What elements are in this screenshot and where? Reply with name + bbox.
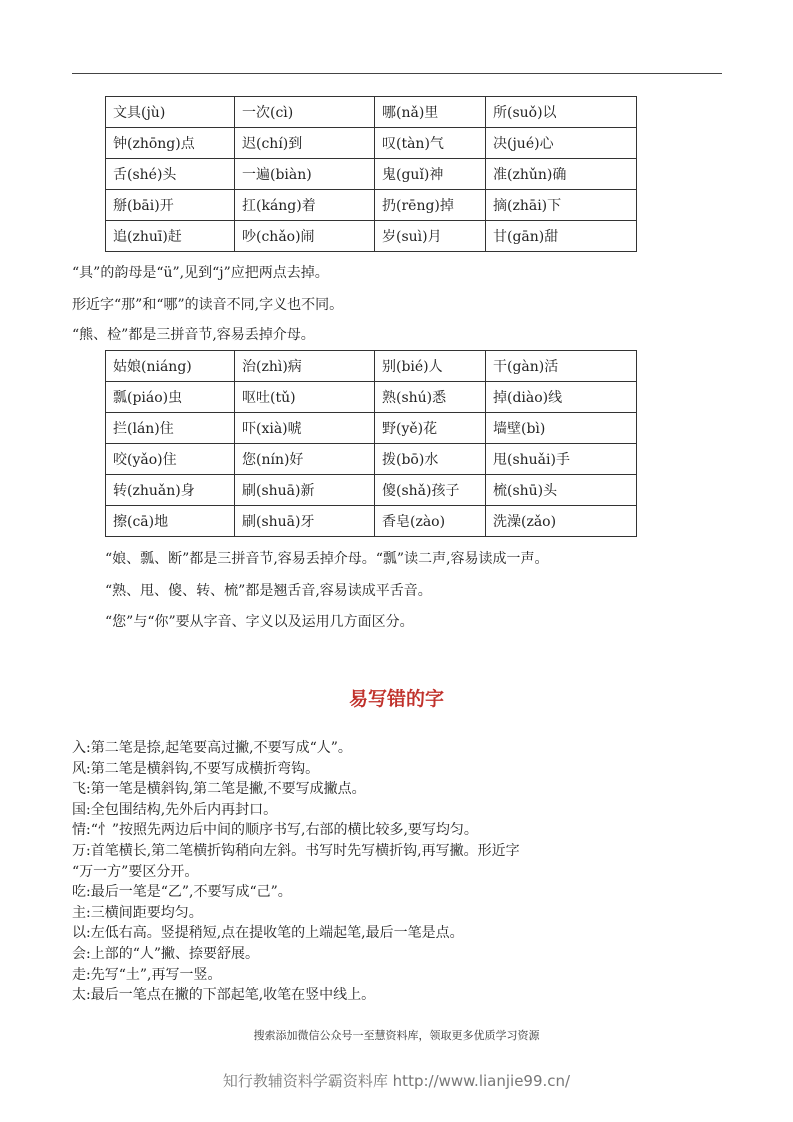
table-cell: 文具(jù) [106,97,235,128]
table-cell: 扛(káng)着 [235,190,375,221]
table-cell: 姑娘(niáng) [106,351,235,382]
table-cell: 岁(suì)月 [375,221,486,252]
header-rule [72,73,722,74]
list-item: 吃:最后一笔是“乙”,不要写成“己”。 [72,884,292,901]
table-cell: 治(zhì)病 [235,351,375,382]
note-line: 形近字“那”和“哪”的读音不同,字义也不同。 [72,297,344,313]
table-row [106,128,637,159]
pinyin-table-2 [105,350,637,537]
table-cell: 傻(shǎ)孩子 [375,475,486,506]
table-cell: 扔(rēng)掉 [375,190,486,221]
table-cell: 瓢(piáo)虫 [106,382,235,413]
table-cell: 香皂(zào) [375,506,486,537]
table-cell: 洗澡(zǎo) [486,506,637,537]
table-cell: 一遍(biàn) [235,159,375,190]
table-cell: 迟(chí)到 [235,128,375,159]
note-line: “熟、甩、傻、转、梳”都是翘舌音,容易读成平舌音。 [105,583,432,599]
table-cell: 刷(shuā)新 [235,475,375,506]
table-cell: 追(zhuī)赶 [106,221,235,252]
table-cell: 甘(gān)甜 [486,221,637,252]
table-row [106,159,637,190]
table-cell: 吵(chǎo)闹 [235,221,375,252]
list-item: 以:左低右高。竖提稍短,点在提收笔的上端起笔,最后一笔是点。 [72,925,464,942]
table-cell: 您(nín)好 [235,444,375,475]
list-item: 万:首笔横长,第二笔横折钩稍向左斜。书写时先写横折钩,再写撇。形近字 [72,842,520,859]
note-line: “您”与“你”要从字音、字义以及运用几方面区分。 [105,614,414,630]
table-cell: 吓(xià)唬 [235,413,375,444]
table-cell: 呕吐(tǔ) [235,382,375,413]
table-cell: 刷(shuā)牙 [235,506,375,537]
table-cell: 干(gàn)活 [486,351,637,382]
list-item: 主:三横间距要均匀。 [72,904,203,921]
list-item: “万一方”要区分开。 [72,863,199,880]
note-line: “娘、瓢、断”都是三拼音节,容易丢掉介母。“瓢”读二声,容易读成一声。 [105,551,549,567]
table-row [106,475,637,506]
table-cell: 决(jué)心 [486,128,637,159]
table-row [106,382,637,413]
table-cell: 别(bié)人 [375,351,486,382]
table-cell: 所(suǒ)以 [486,97,637,128]
table-cell: 擦(cā)地 [106,506,235,537]
footer-promo-text: 搜索添加微信公众号一至慧资料库，领取更多优质学习资源 [253,1029,540,1042]
table-cell: 熟(shú)悉 [375,382,486,413]
table-cell: 鬼(guǐ)神 [375,159,486,190]
table-cell: 野(yě)花 [375,413,486,444]
note-line: “具”的韵母是“ü”,见到“j”应把两点去掉。 [72,265,329,281]
table-cell: 准(zhǔn)确 [486,159,637,190]
table-cell: 梳(shū)头 [486,475,637,506]
table-cell: 咬(yǎo)住 [106,444,235,475]
pinyin-table-1 [105,96,637,252]
table-cell: 墙壁(bì) [486,413,637,444]
list-item: 情:“忄”按照先两边后中间的顺序书写,右部的横比较多,要写均匀。 [72,822,478,839]
table-row [106,351,637,382]
table-cell: 掰(bāi)开 [106,190,235,221]
table-row [106,413,637,444]
table-cell: 舌(shé)头 [106,159,235,190]
list-item: 飞:第一笔是横斜钩,第二笔是撇,不要写成撇点。 [72,781,366,798]
writing-tips-list [72,738,732,1006]
table-cell: 拦(lán)住 [106,413,235,444]
table-cell: 转(zhuǎn)身 [106,475,235,506]
section-title: 易写错的字 [348,688,444,710]
footer-site-link[interactable]: 知行教辅资料学霸资料库 http://www.lianjie99.cn/ [222,1072,571,1090]
list-item: 风:第二笔是横斜钩,不要写成横折弯钩。 [72,760,320,777]
note-line: “熊、检”都是三拼音节,容易丢掉介母。 [72,327,315,343]
table-row [106,97,637,128]
table-cell: 叹(tàn)气 [375,128,486,159]
table-cell: 掉(diào)线 [486,382,637,413]
list-item: 入:第二笔是捺,起笔要高过撇,不要写成“人”。 [72,740,352,756]
table-cell: 甩(shuǎi)手 [486,444,637,475]
list-item: 国:全包围结构,先外后内再封口。 [72,801,278,818]
table-cell: 哪(nǎ)里 [375,97,486,128]
list-item: 会:上部的“人”撇、捺要舒展。 [72,945,260,962]
table-cell: 一次(cì) [235,97,375,128]
table-cell: 摘(zhāi)下 [486,190,637,221]
table-row [106,190,637,221]
list-item: 走:先写“土”,再写一竖。 [72,966,222,983]
list-item: 太:最后一笔点在撇的下部起笔,收笔在竖中线上。 [72,987,376,1004]
table-row [106,444,637,475]
table-cell: 钟(zhōng)点 [106,128,235,159]
table-row [106,221,637,252]
table-cell: 拨(bō)水 [375,444,486,475]
table-row [106,506,637,537]
